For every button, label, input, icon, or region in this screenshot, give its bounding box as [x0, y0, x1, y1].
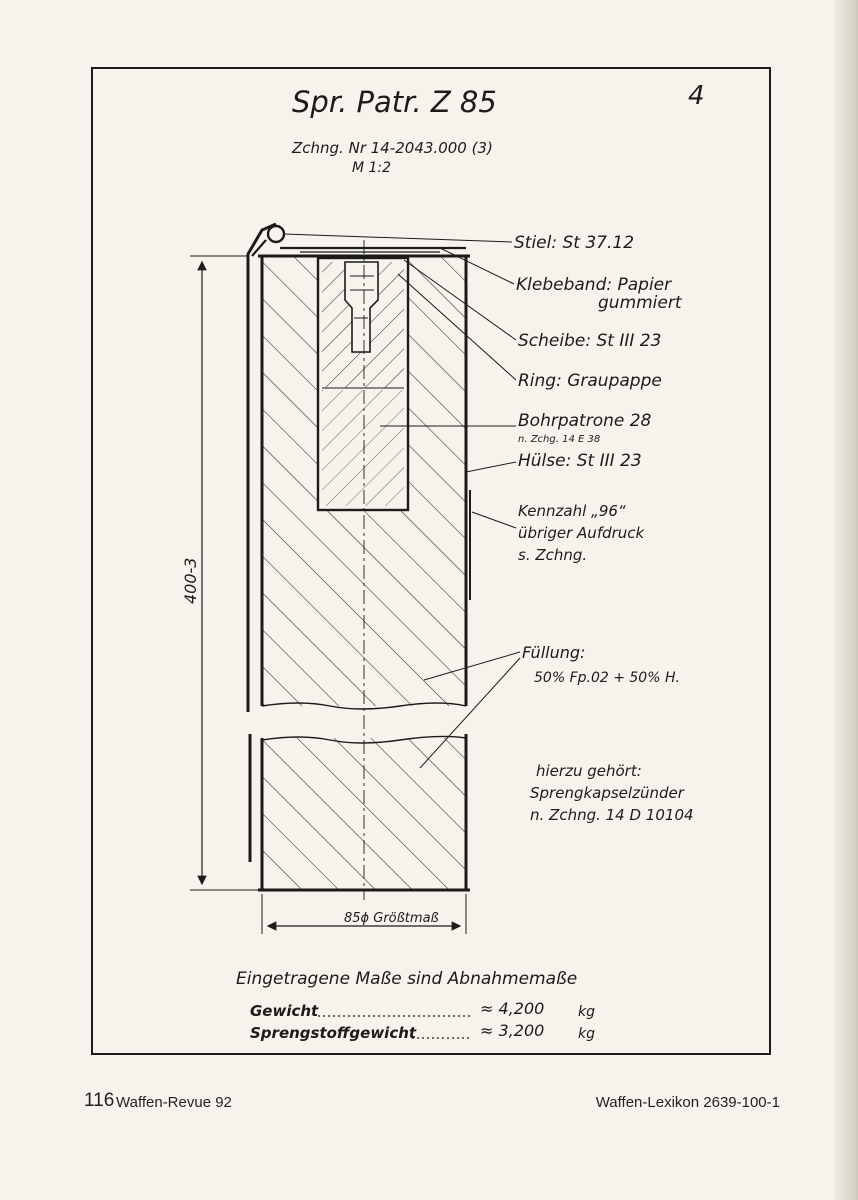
label-kennzahl-3: s. Zchng.: [518, 546, 588, 564]
label-huelse: Hülse: St III 23: [518, 451, 642, 471]
weight-value: ≈ 4,200: [480, 999, 545, 1018]
drawing-scale: M 1:2: [352, 160, 392, 176]
label-hierzu-3: n. Zchng. 14 D 10104: [530, 806, 694, 824]
label-ring: Ring: Graupappe: [518, 371, 662, 391]
label-scheibe: Scheibe: St III 23: [518, 331, 662, 351]
explosive-weight-unit: kg: [578, 1026, 595, 1042]
label-kennzahl-2: übriger Aufdruck: [518, 524, 645, 542]
label-fuellung: Füllung:: [522, 643, 586, 662]
length-dimension-label: 400-3: [181, 557, 200, 604]
weight-label: Gewicht: [250, 1002, 319, 1020]
magazine-title: Waffen-Revue 92: [116, 1094, 232, 1111]
label-hierzu: hierzu gehört:: [536, 762, 642, 780]
label-kennzahl: Kennzahl „96“: [518, 502, 626, 520]
lid-and-tape: [280, 248, 466, 252]
label-klebeband: Klebeband: Papier: [516, 275, 672, 295]
label-stiel: Stiel: St 37.12: [514, 233, 635, 253]
explosive-weight-value: ≈ 3,200: [480, 1021, 545, 1040]
explosive-weight-label: Sprengstoffgewicht: [250, 1024, 417, 1042]
label-bohrpatrone-ref: n. Zchg. 14 E 38: [518, 434, 601, 445]
page-number: 116: [84, 1090, 115, 1111]
label-fuellung-2: 50% Fp.02 + 50% H.: [534, 670, 680, 686]
weight-unit: kg: [578, 1004, 595, 1020]
notes-heading: Eingetragene Maße sind Abnahmemaße: [236, 969, 578, 989]
cartridge-lower-section: [250, 734, 470, 890]
diameter-dimension-label: 85ϕ Größtmaß: [344, 911, 439, 926]
drawing-number: Zchng. Nr 14-2043.000 (3): [292, 139, 493, 157]
label-klebeband-2: gummiert: [598, 293, 682, 313]
label-bohrpatrone: Bohrpatrone 28: [518, 411, 652, 431]
sheet-number: 4: [688, 81, 705, 111]
label-hierzu-2: Sprengkapselzünder: [530, 784, 684, 802]
lexikon-reference: Waffen-Lexikon 2639-100-1: [595, 1094, 780, 1111]
drawing-title: Spr. Patr. Z 85: [292, 85, 497, 119]
bohrpatrone-insert: [318, 258, 408, 510]
